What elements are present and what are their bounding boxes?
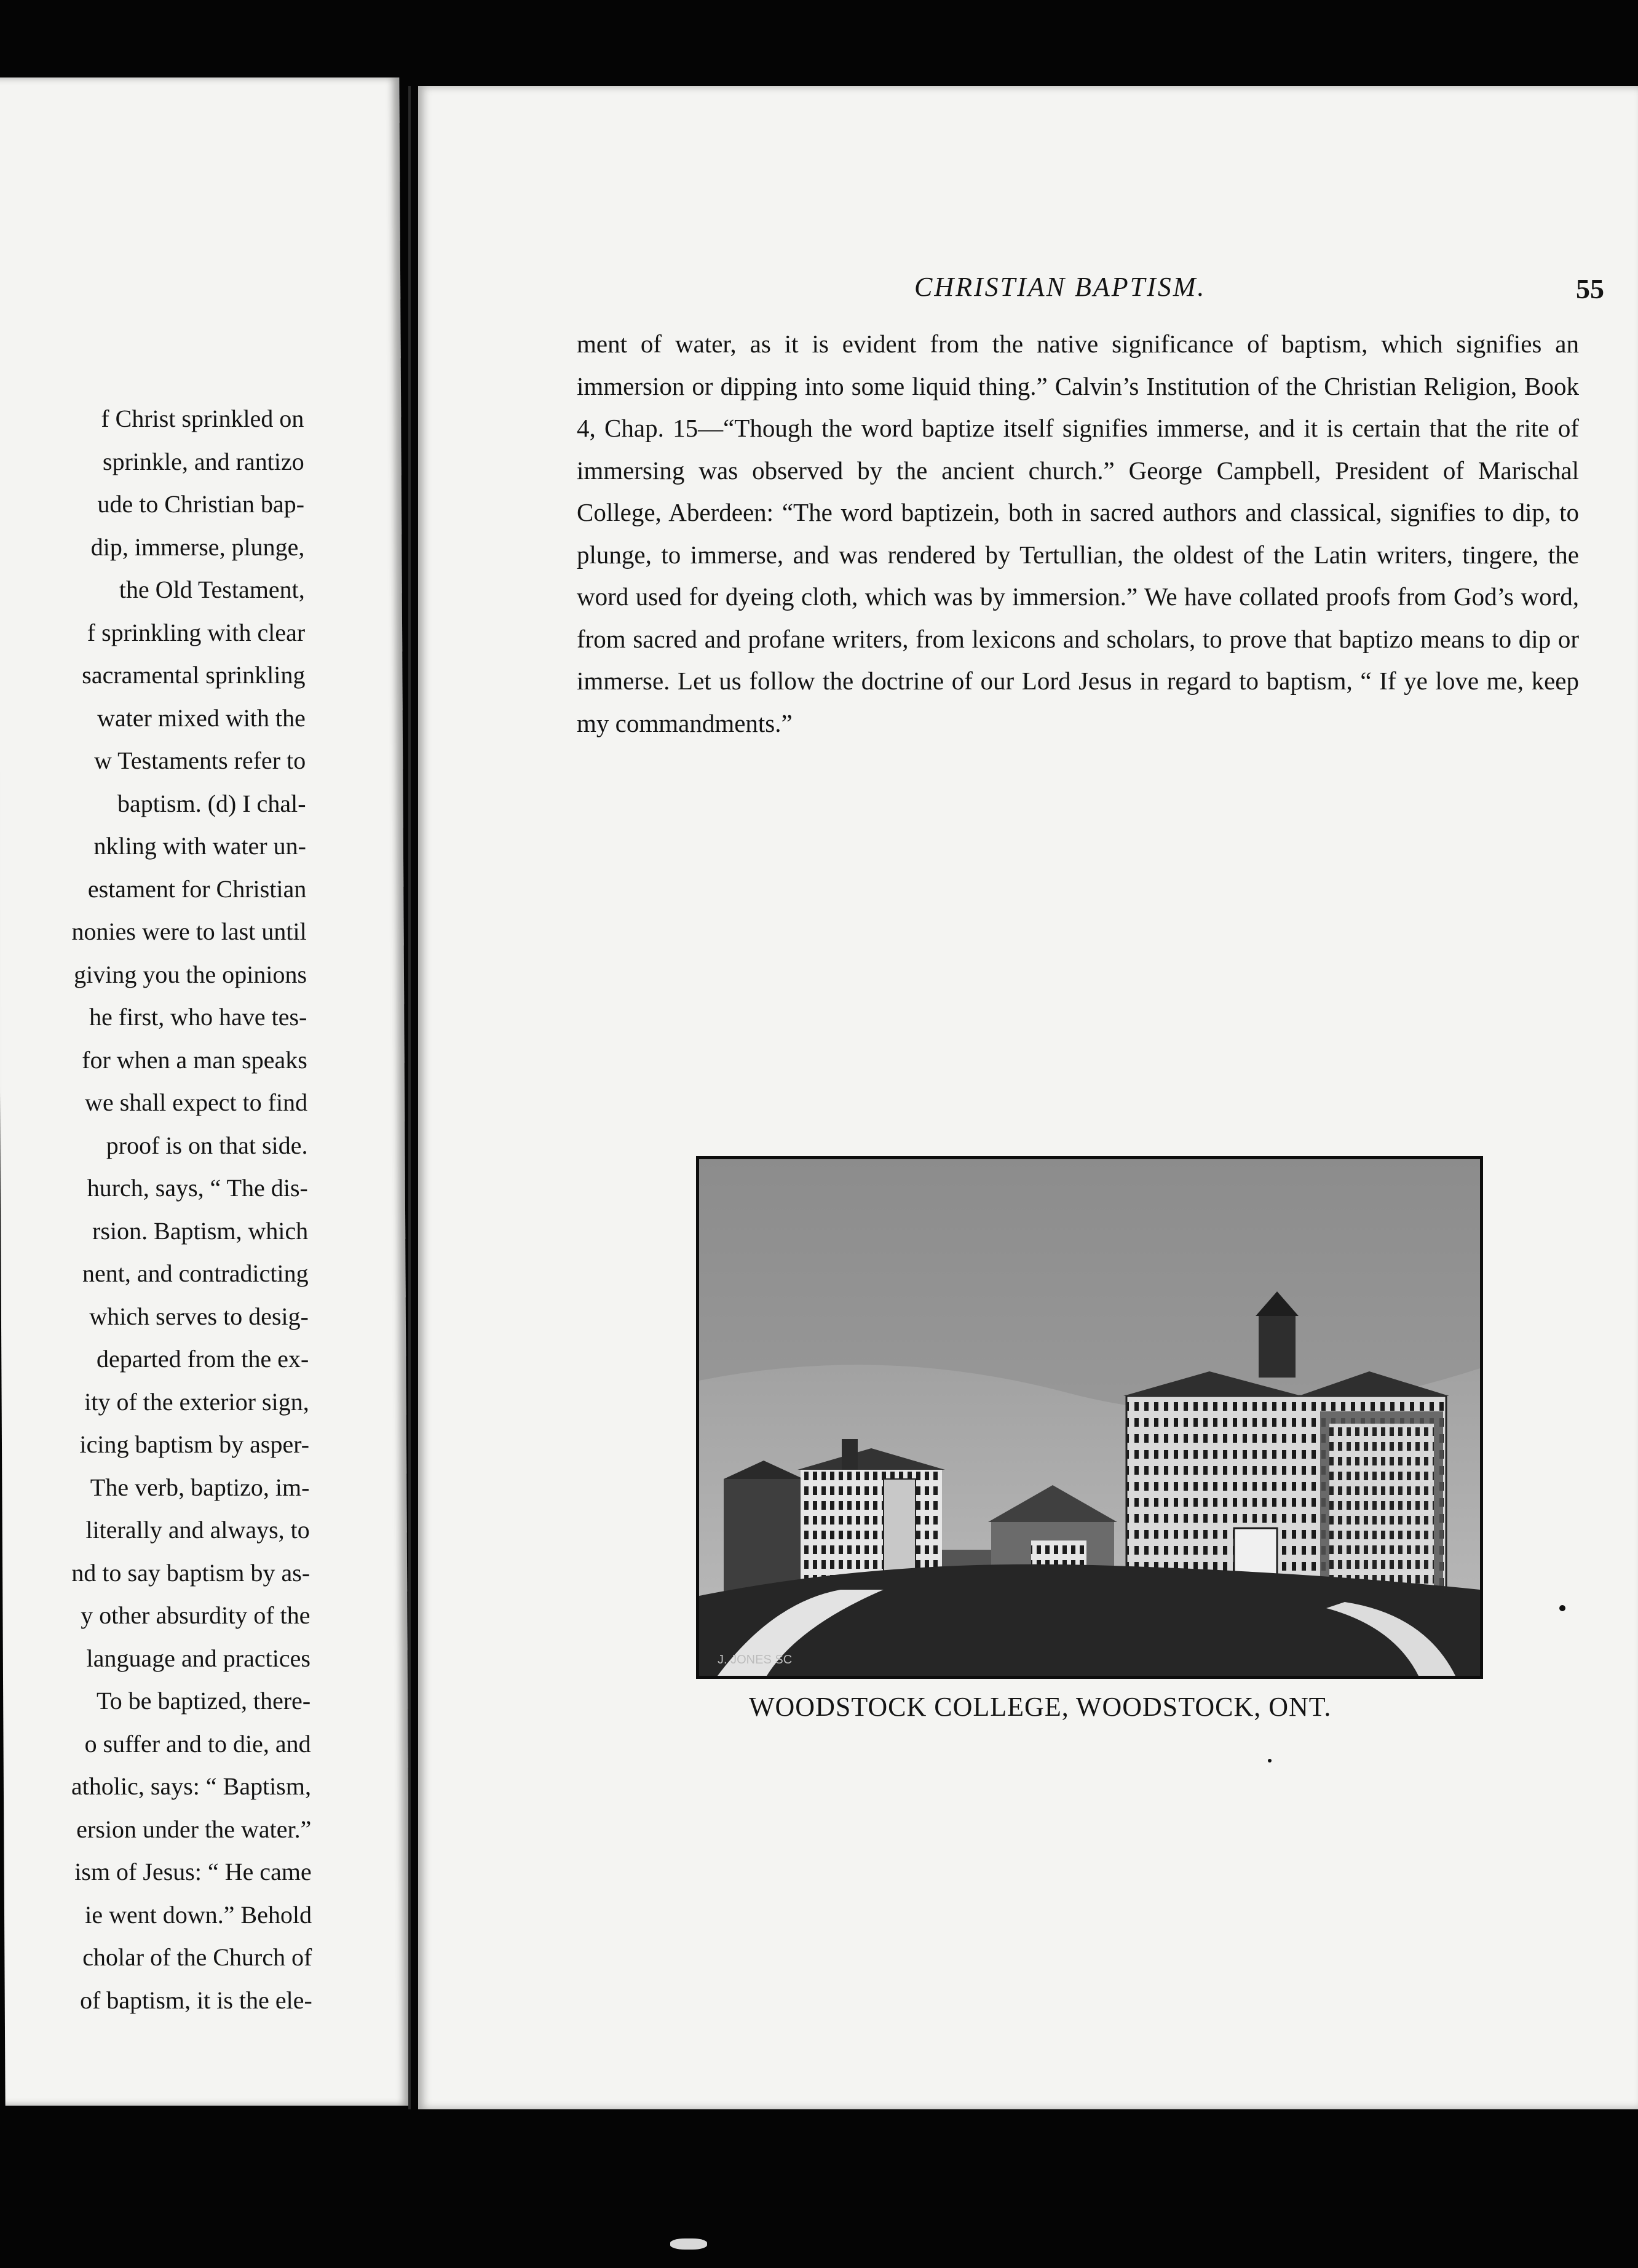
- left-line: w Testaments refer to: [93, 747, 306, 774]
- left-line: ity of the exterior sign,: [84, 1387, 309, 1416]
- college-illustration: [696, 1156, 1483, 1679]
- gutter-divider: [408, 86, 411, 2109]
- left-line: To be baptized, there-: [96, 1687, 311, 1715]
- left-line: y other absurdity of the: [81, 1601, 311, 1629]
- left-line: ie went down.” Behold: [85, 1900, 312, 1929]
- left-line: departed from the ex-: [96, 1345, 309, 1373]
- left-line: which serves to desig-: [89, 1302, 309, 1330]
- left-line: estament for Christian: [87, 874, 307, 903]
- left-line: baptism. (d) I chal-: [117, 789, 306, 817]
- left-line: nent, and contradicting: [82, 1259, 309, 1287]
- left-line: f Christ sprinkled on: [101, 405, 304, 432]
- left-line: he first, who have tes-: [89, 1003, 307, 1031]
- running-head: [418, 271, 1638, 308]
- body-text: [577, 323, 1579, 744]
- left-line: language and practices: [86, 1644, 311, 1672]
- ink-speck: [1268, 1759, 1272, 1762]
- left-line: ersion under the water.”: [76, 1815, 312, 1843]
- left-line: the Old Testament,: [119, 576, 305, 603]
- left-line: we shall expect to find: [84, 1088, 308, 1116]
- figure-caption: WOODSTOCK COLLEGE, WOODSTOCK, ONT.: [749, 1692, 1332, 1722]
- left-line: ism of Jesus: “ He came: [74, 1858, 312, 1885]
- left-page: [0, 77, 410, 2106]
- left-line: nkling with water un-: [93, 832, 307, 860]
- page-number: 55: [1576, 273, 1604, 304]
- left-line: sacramental sprinkling: [82, 661, 306, 689]
- left-line: cholar of the Church of: [82, 1943, 312, 1971]
- left-line: for when a man speaks: [82, 1045, 307, 1074]
- left-line: hurch, says, “ The dis-: [87, 1174, 308, 1202]
- left-line: of baptism, it is the ele-: [79, 1986, 312, 2014]
- left-line: water mixed with the: [97, 704, 306, 732]
- left-line: f sprinkling with clear: [87, 618, 306, 646]
- ink-speck: [1559, 1605, 1565, 1611]
- engraving-image: [699, 1159, 1480, 1676]
- running-title: CHRISTIAN BAPTISM.: [914, 272, 1206, 302]
- left-line: rsion. Baptism, which: [92, 1216, 309, 1245]
- body-paragraph: ment of water, as it is evident from the native significance of baptism, which signifies an immersion or dipping into some liquid thing.” Calvin’s Institution of the Christian Religion, Book 4, Chap. 15—“Though the word baptize itself signifies immerse, and it is certain that the rite of immersing was observed by the ancient church.” George Campbell, President of Marischal College, Aberdeen: “The word baptizein, both in sacred authors and classical, signifies to dip, to plunge, to immerse, and was rendered by Tertullian, the oldest of the Latin writers, tingere, the word used for dyeing cloth, which was by immersion.” We have collated proofs from God’s word, from sacred and profane writers, from lexicons and scholars, to prove that baptizo means to dip or immerse. Let us follow the doctrine of our Lord Jesus in regard to baptism, “ If ye love me, keep my commandments.”: [577, 330, 1579, 737]
- left-line: sprinkle, and rantizo: [102, 447, 304, 475]
- engraver-mark: J. JONES SC: [718, 1653, 793, 1667]
- right-page: [418, 86, 1638, 2109]
- left-line: The verb, baptizo, im-: [90, 1473, 310, 1501]
- left-line: dip, immerse, plunge,: [90, 533, 305, 561]
- left-page-text: [0, 397, 312, 2021]
- left-line: icing baptism by asper-: [79, 1430, 310, 1458]
- left-line: proof is on that side.: [106, 1131, 308, 1159]
- film-mark: [670, 2238, 707, 2250]
- left-line: o suffer and to die, and: [84, 1729, 311, 1758]
- left-line: nonies were to last until: [71, 918, 307, 945]
- left-line: literally and always, to: [85, 1516, 310, 1544]
- left-line: giving you the opinions: [73, 960, 307, 988]
- left-line: ude to Christian bap-: [97, 490, 305, 518]
- left-line: atholic, says: “ Baptism,: [71, 1772, 312, 1800]
- left-line: nd to say baptism by as-: [71, 1558, 311, 1587]
